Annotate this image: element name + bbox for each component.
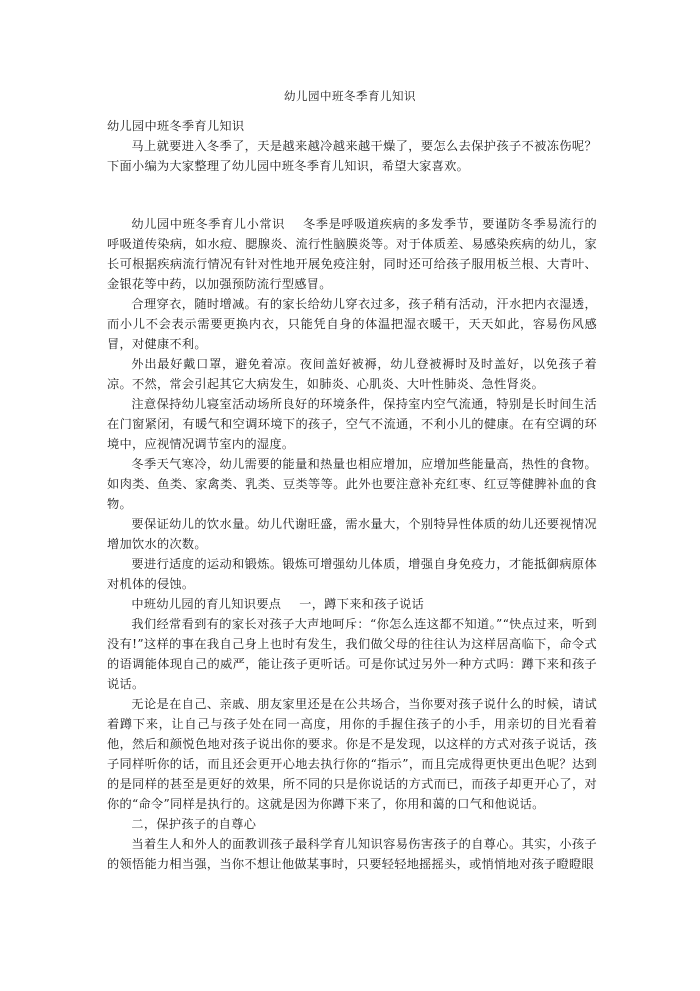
paragraph-water: 要保证幼儿的饮水量。幼儿代谢旺盛，需水量大，个别特异性体质的幼儿还要视情况增加饮水的次数。 <box>107 517 597 551</box>
paragraph-key-points <box>107 594 597 614</box>
paragraph-self-esteem: 当着生人和外人的面教训孩子最科学育儿知识容易伤害孩子的自尊心。其实，小孩子的领悟能力相当强，当你不想让他做某事时，只要轻轻地摇摇头，或悄悄地对孩子瞪瞪眼 <box>107 837 597 871</box>
paragraph-exercise: 要进行适度的运动和锻炼。锻炼可增强幼儿体质，增强自身免疫力，才能抵御病原体对机体的侵蚀。 <box>107 557 597 591</box>
point-two-title: 二，保护孩子的自尊心 <box>131 817 257 831</box>
point-one-title: 一，蹲下来和孩子说话 <box>299 597 425 611</box>
paragraph-environment: 注意保持幼儿寝室活动场所良好的环境条件，保持室内空气流通，特别是长时间生活在门窗紧闭，有暖气和空调环境下的孩子，空气不流通，不利小儿的健康。在有空调的环境中，应视情况调节室内的湿度。 <box>107 397 597 451</box>
section-heading: 幼儿园中班冬季育儿知识 <box>107 119 245 133</box>
subheading-common-sense: 幼儿园中班冬季育儿小常识 <box>131 217 285 231</box>
paragraph-clothing: 合理穿衣，随时增减。有的家长给幼儿穿衣过多，孩子稍有活动，汗水把内衣湿透，而小儿不会表示需要更换内衣，只能凭自身的体温把湿衣暖干，天天如此，容易伤风感冒，对健康不利。 <box>107 297 597 351</box>
document-body <box>107 116 597 874</box>
paragraph-parents-shout: 我们经常看到有的家长对孩子大声地呵斥：“你怎么连这都不知道。”“快点过来，听到没有!”这样的事在我自己身上也时有发生，我们做父母的往往认为这样居高临下，命令式的语调能体现自己的威严，能让孩子更听话。可是你试过另外一种方式吗：蹲下来和孩子说话。 <box>107 617 597 691</box>
subheading-key-points: 中班幼儿园的育儿知识要点 <box>131 597 282 611</box>
common-sense-text: 冬季是呼吸道疾病的多发季节，要谨防冬季易流行的呼吸道传染病，如水痘、腮腺炎、流行性脑膜炎等。对于体质差、易感染疾病的幼儿，家长可根据疾病流行情况有针对性地开展免疫注射，同时还可给孩子服用板兰根、大青叶、金银花等中药，以加强预防流行型感冒。 <box>107 217 597 291</box>
paragraph-diet: 冬季天气寒冷，幼儿需要的能量和热量也相应增加，应增加些能量高，热性的食物。如肉类、鱼类、家禽类、乳类、豆类等等。此外也要注意补充红枣、红豆等健脾补血的食物。 <box>107 457 597 511</box>
paragraph-spacer <box>107 176 597 214</box>
paragraph-common-sense <box>107 214 597 294</box>
paragraph-squat-down: 无论是在自己、亲戚、朋友家里还是在公共场合，当你要对孩子说什么的时候，请试着蹲下来，让自己与孩子处在同一高度，用你的手握住孩子的小手，用亲切的目光看着他，然后和颜悦色地对孩子说出你的要求。你是不是发现，以这样的方式对孩子说话，孩子同样听你的话，而且还会更开心地去执行你的“指示”，而且完成得更快更出色呢？达到的是同样的甚至是更好的效果，所不同的只是你说话的方式而已，而孩子却更开心了，对你的“命令”同样是执行的。这就是因为你蹲下来了，你用和蔼的口气和他说话。 <box>107 697 597 811</box>
document-title: 幼儿园中班冬季育儿知识 <box>284 89 416 103</box>
paragraph-mask: 外出最好戴口罩，避免着凉。夜间盖好被褥，幼儿登被褥时及时盖好，以免孩子着凉。不然，常会引起其它大病发生，如肺炎、心肌炎、大叶性肺炎、急性肾炎。 <box>107 357 597 391</box>
paragraph-intro: 马上就要进入冬季了，天是越来越冷越来越干燥了，要怎么去保护孩子不被冻伤呢？下面小编为大家整理了幼儿园中班冬季育儿知识，希望大家喜欢。 <box>107 139 597 173</box>
